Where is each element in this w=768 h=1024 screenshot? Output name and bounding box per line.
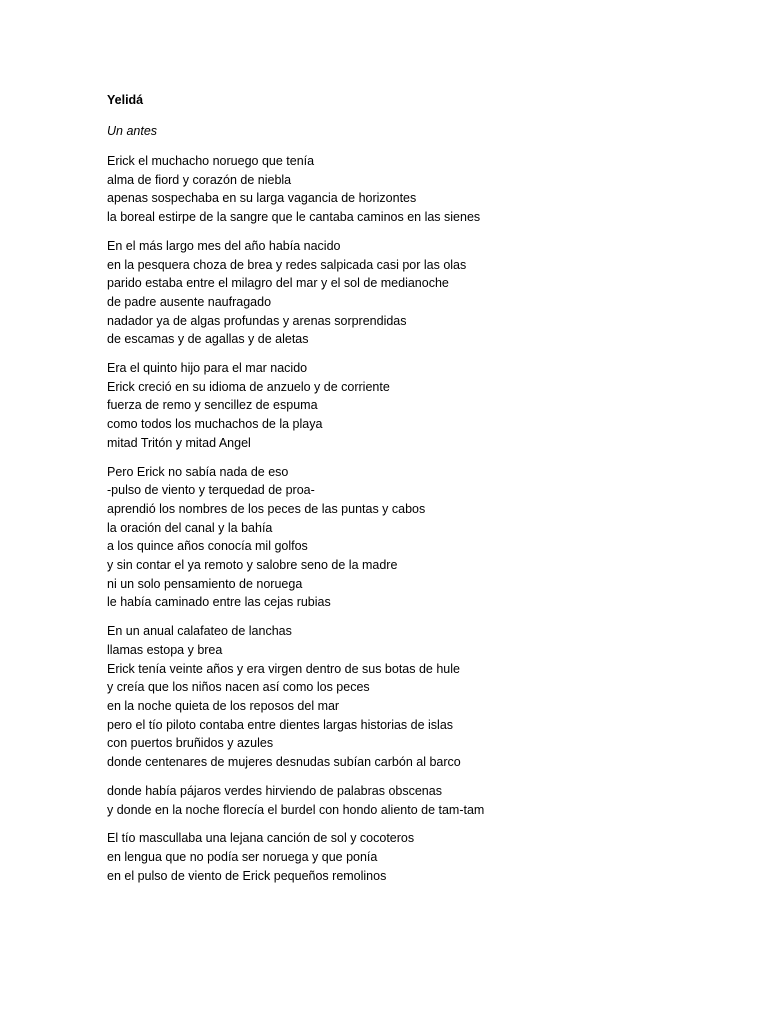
poem-line: y sin contar el ya remoto y salobre seno de la madre — [107, 558, 398, 573]
poem-line: Pero Erick no sabía nada de eso — [107, 464, 289, 479]
stanza-5 — [107, 622, 727, 772]
poem-line: nadador ya de algas profundas y arenas sorprendidas — [107, 313, 407, 328]
poem-line: como todos los muchachos de la playa — [107, 417, 323, 432]
poem-line: a los quince años conocía mil golfos — [107, 539, 308, 554]
poem-line: llamas estopa y brea — [107, 642, 223, 657]
stanza-1 — [107, 152, 727, 227]
poem-line: la boreal estirpe de la sangre que le cantaba caminos en las sienes — [107, 210, 481, 225]
poem-line: En un anual calafateo de lanchas — [107, 624, 292, 639]
poem-line: Era el quinto hijo para el mar nacido — [107, 361, 308, 376]
stanza-2 — [107, 237, 727, 349]
poem-line: de escamas y de agallas y de aletas — [107, 332, 309, 347]
poem-line: y donde en la noche florecía el burdel con hondo aliento de tam-tam — [107, 802, 485, 817]
poem-line: de padre ausente naufragado — [107, 294, 272, 309]
poem-line: en el pulso de viento de Erick pequeños remolinos — [107, 868, 387, 883]
poem-line: en la noche quieta de los reposos del mar — [107, 698, 340, 713]
poem-line: ni un solo pensamiento de noruega — [107, 576, 303, 591]
document-page — [107, 91, 727, 895]
poem-line: -pulso de viento y terquedad de proa- — [107, 483, 315, 498]
poem-line: aprendió los nombres de los peces de las puntas y cabos — [107, 501, 426, 516]
poem-line: mitad Tritón y mitad Angel — [107, 435, 251, 450]
poem-line: en lengua que no podía ser noruega y que ponía — [107, 849, 378, 864]
poem-title: Yelidá — [107, 93, 144, 107]
poem-line: en la pesquera choza de brea y redes salpicada casi por las olas — [107, 257, 467, 272]
stanza-4 — [107, 463, 727, 613]
poem-line: le había caminado entre las cejas rubias — [107, 595, 331, 610]
stanza-3 — [107, 359, 727, 453]
poem-line: fuerza de remo y sencillez de espuma — [107, 398, 318, 413]
poem-line: y creía que los niños nacen así como los peces — [107, 680, 370, 695]
poem-line: Erick tenía veinte años y era virgen dentro de sus botas de hule — [107, 661, 460, 676]
poem-subtitle: Un antes — [107, 124, 158, 138]
stanza-6 — [107, 782, 727, 819]
poem-line: Erick creció en su idioma de anzuelo y de corriente — [107, 379, 390, 394]
poem-line: la oración del canal y la bahía — [107, 520, 273, 535]
poem-line: En el más largo mes del año había nacido — [107, 238, 341, 253]
poem-line: donde había pájaros verdes hirviendo de palabras obscenas — [107, 783, 442, 798]
poem-line: con puertos bruñidos y azules — [107, 736, 274, 751]
stanza-7 — [107, 829, 727, 885]
poem-line: apenas sospechaba en su larga vagancia de horizontes — [107, 191, 417, 206]
poem-line: donde centenares de mujeres desnudas subían carbón al barco — [107, 755, 461, 770]
poem-line: El tío mascullaba una lejana canción de sol y cocoteros — [107, 831, 415, 846]
poem-line: alma de fiord y corazón de niebla — [107, 172, 292, 187]
poem-line: pero el tío piloto contaba entre dientes largas historias de islas — [107, 717, 454, 732]
poem-line: Erick el muchacho noruego que tenía — [107, 154, 315, 168]
poem-line: parido estaba entre el milagro del mar y el sol de medianoche — [107, 276, 449, 291]
